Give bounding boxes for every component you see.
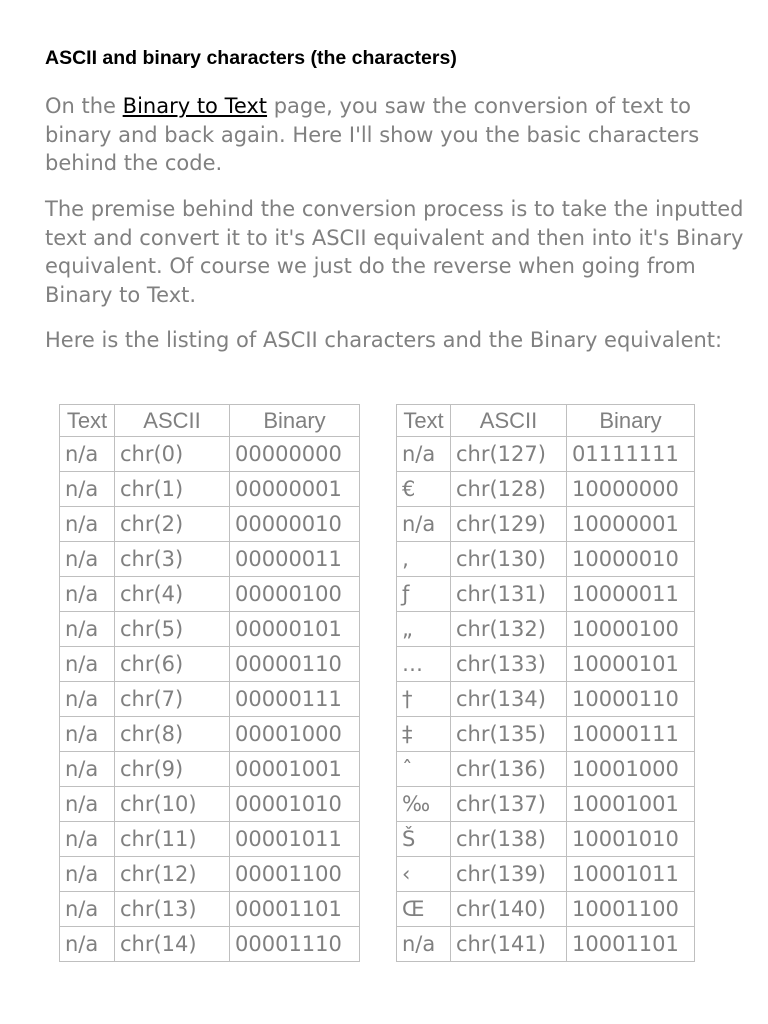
cell-binary: 10001100 bbox=[567, 892, 695, 927]
table-row bbox=[60, 892, 360, 927]
table-row bbox=[397, 647, 695, 682]
table-row bbox=[60, 542, 360, 577]
listing-intro-paragraph: Here is the listing of ASCII characters and the Binary equivalent: bbox=[45, 328, 723, 352]
table-row bbox=[60, 822, 360, 857]
cell-text: n/a bbox=[397, 507, 451, 542]
cell-text: n/a bbox=[60, 507, 115, 542]
table-row bbox=[397, 437, 695, 472]
table-body bbox=[397, 437, 695, 962]
table-row bbox=[397, 472, 695, 507]
cell-text: n/a bbox=[60, 577, 115, 612]
cell-ascii: chr(137) bbox=[451, 787, 567, 822]
table-row bbox=[397, 787, 695, 822]
cell-binary: 00000101 bbox=[230, 612, 360, 647]
table-row bbox=[397, 857, 695, 892]
table-row bbox=[397, 507, 695, 542]
ascii-table-right bbox=[396, 404, 695, 962]
table-row bbox=[60, 717, 360, 752]
cell-ascii: chr(134) bbox=[451, 682, 567, 717]
cell-ascii: chr(12) bbox=[115, 857, 230, 892]
cell-text: n/a bbox=[60, 822, 115, 857]
cell-ascii: chr(135) bbox=[451, 717, 567, 752]
table-row bbox=[60, 927, 360, 962]
cell-binary: 00001110 bbox=[230, 927, 360, 962]
cell-ascii: chr(1) bbox=[115, 472, 230, 507]
cell-binary: 10001000 bbox=[567, 752, 695, 787]
cell-ascii: chr(139) bbox=[451, 857, 567, 892]
cell-binary: 00001011 bbox=[230, 822, 360, 857]
table-body bbox=[60, 437, 360, 962]
cell-binary: 10001011 bbox=[567, 857, 695, 892]
cell-binary: 00000001 bbox=[230, 472, 360, 507]
table-row bbox=[60, 647, 360, 682]
header-ascii: ASCII bbox=[451, 405, 567, 437]
cell-ascii: chr(13) bbox=[115, 892, 230, 927]
table-row bbox=[60, 507, 360, 542]
binary-to-text-link[interactable]: Binary to Text bbox=[122, 94, 268, 118]
cell-text: n/a bbox=[60, 927, 115, 962]
cell-ascii: chr(6) bbox=[115, 647, 230, 682]
cell-text: ‡ bbox=[397, 717, 451, 752]
cell-binary: 10000000 bbox=[567, 472, 695, 507]
cell-text: n/a bbox=[60, 542, 115, 577]
table-row bbox=[397, 542, 695, 577]
cell-ascii: chr(136) bbox=[451, 752, 567, 787]
table-row bbox=[60, 787, 360, 822]
cell-text: † bbox=[397, 682, 451, 717]
cell-binary: 00001101 bbox=[230, 892, 360, 927]
cell-ascii: chr(10) bbox=[115, 787, 230, 822]
cell-ascii: chr(138) bbox=[451, 822, 567, 857]
table-row bbox=[60, 612, 360, 647]
cell-ascii: chr(141) bbox=[451, 927, 567, 962]
cell-ascii: chr(127) bbox=[451, 437, 567, 472]
header-text: Text bbox=[397, 405, 451, 437]
cell-binary: 00001010 bbox=[230, 787, 360, 822]
cell-ascii: chr(131) bbox=[451, 577, 567, 612]
cell-ascii: chr(3) bbox=[115, 542, 230, 577]
table-row bbox=[397, 682, 695, 717]
table-header-row bbox=[397, 405, 695, 437]
cell-text: n/a bbox=[60, 787, 115, 822]
cell-ascii: chr(14) bbox=[115, 927, 230, 962]
cell-ascii: chr(133) bbox=[451, 647, 567, 682]
cell-ascii: chr(9) bbox=[115, 752, 230, 787]
cell-ascii: chr(128) bbox=[451, 472, 567, 507]
cell-text: € bbox=[397, 472, 451, 507]
cell-ascii: chr(11) bbox=[115, 822, 230, 857]
table-row bbox=[60, 857, 360, 892]
cell-ascii: chr(5) bbox=[115, 612, 230, 647]
table-row bbox=[397, 717, 695, 752]
cell-binary: 10000011 bbox=[567, 577, 695, 612]
cell-ascii: chr(132) bbox=[451, 612, 567, 647]
cell-binary: 10000101 bbox=[567, 647, 695, 682]
cell-binary: 10000110 bbox=[567, 682, 695, 717]
intro-text-after-link: page, you saw the conversion of text to binary and back again. Here I'll show you the basic characters behind the code. bbox=[45, 94, 700, 175]
cell-binary: 10001010 bbox=[567, 822, 695, 857]
cell-binary: 10001101 bbox=[567, 927, 695, 962]
cell-binary: 10001001 bbox=[567, 787, 695, 822]
cell-ascii: chr(4) bbox=[115, 577, 230, 612]
header-text: Text bbox=[60, 405, 115, 437]
page-heading: ASCII and binary characters (the characters) bbox=[45, 47, 457, 69]
cell-text: n/a bbox=[397, 927, 451, 962]
header-binary: Binary bbox=[230, 405, 360, 437]
cell-binary: 00001100 bbox=[230, 857, 360, 892]
cell-text: Š bbox=[397, 822, 451, 857]
cell-ascii: chr(7) bbox=[115, 682, 230, 717]
cell-binary: 10000001 bbox=[567, 507, 695, 542]
cell-ascii: chr(130) bbox=[451, 542, 567, 577]
cell-text: n/a bbox=[60, 682, 115, 717]
cell-text: n/a bbox=[60, 437, 115, 472]
intro-text-before-link: On the bbox=[45, 94, 123, 118]
premise-paragraph: The premise behind the conversion process is to take the inputted text and convert it to it's ASCII equivalent and then into it's Binary equivalent. Of course we just do the reverse when going from Binary to Text. bbox=[45, 197, 744, 307]
cell-binary: 10000100 bbox=[567, 612, 695, 647]
cell-text: ‰ bbox=[397, 787, 451, 822]
cell-ascii: chr(140) bbox=[451, 892, 567, 927]
cell-text: n/a bbox=[60, 472, 115, 507]
table-row bbox=[60, 577, 360, 612]
table-row bbox=[397, 927, 695, 962]
cell-binary: 00001000 bbox=[230, 717, 360, 752]
cell-ascii: chr(2) bbox=[115, 507, 230, 542]
cell-binary: 10000111 bbox=[567, 717, 695, 752]
cell-text: n/a bbox=[60, 717, 115, 752]
table-row bbox=[60, 682, 360, 717]
cell-text: Œ bbox=[397, 892, 451, 927]
cell-binary: 00000010 bbox=[230, 507, 360, 542]
cell-binary: 01111111 bbox=[567, 437, 695, 472]
cell-text: ‚ bbox=[397, 542, 451, 577]
cell-text: n/a bbox=[397, 437, 451, 472]
cell-binary: 10000010 bbox=[567, 542, 695, 577]
ascii-table-left bbox=[59, 404, 360, 962]
table-row bbox=[397, 752, 695, 787]
table-row bbox=[397, 892, 695, 927]
cell-text: ˆ bbox=[397, 752, 451, 787]
cell-binary: 00000111 bbox=[230, 682, 360, 717]
cell-binary: 00001001 bbox=[230, 752, 360, 787]
header-ascii: ASCII bbox=[115, 405, 230, 437]
cell-ascii: chr(8) bbox=[115, 717, 230, 752]
cell-text: n/a bbox=[60, 892, 115, 927]
table-row bbox=[60, 752, 360, 787]
cell-text: „ bbox=[397, 612, 451, 647]
cell-text: ƒ bbox=[397, 577, 451, 612]
cell-binary: 00000100 bbox=[230, 577, 360, 612]
table-row bbox=[60, 437, 360, 472]
table-header-row bbox=[60, 405, 360, 437]
cell-text: n/a bbox=[60, 857, 115, 892]
cell-text: n/a bbox=[60, 647, 115, 682]
table-row bbox=[397, 822, 695, 857]
cell-binary: 00000011 bbox=[230, 542, 360, 577]
table-row bbox=[397, 612, 695, 647]
table-row bbox=[60, 472, 360, 507]
cell-binary: 00000000 bbox=[230, 437, 360, 472]
cell-ascii: chr(0) bbox=[115, 437, 230, 472]
cell-text: … bbox=[397, 647, 451, 682]
cell-text: ‹ bbox=[397, 857, 451, 892]
intro-paragraph bbox=[45, 92, 745, 178]
header-binary: Binary bbox=[567, 405, 695, 437]
cell-text: n/a bbox=[60, 612, 115, 647]
cell-text: n/a bbox=[60, 752, 115, 787]
cell-ascii: chr(129) bbox=[451, 507, 567, 542]
cell-binary: 00000110 bbox=[230, 647, 360, 682]
table-row bbox=[397, 577, 695, 612]
